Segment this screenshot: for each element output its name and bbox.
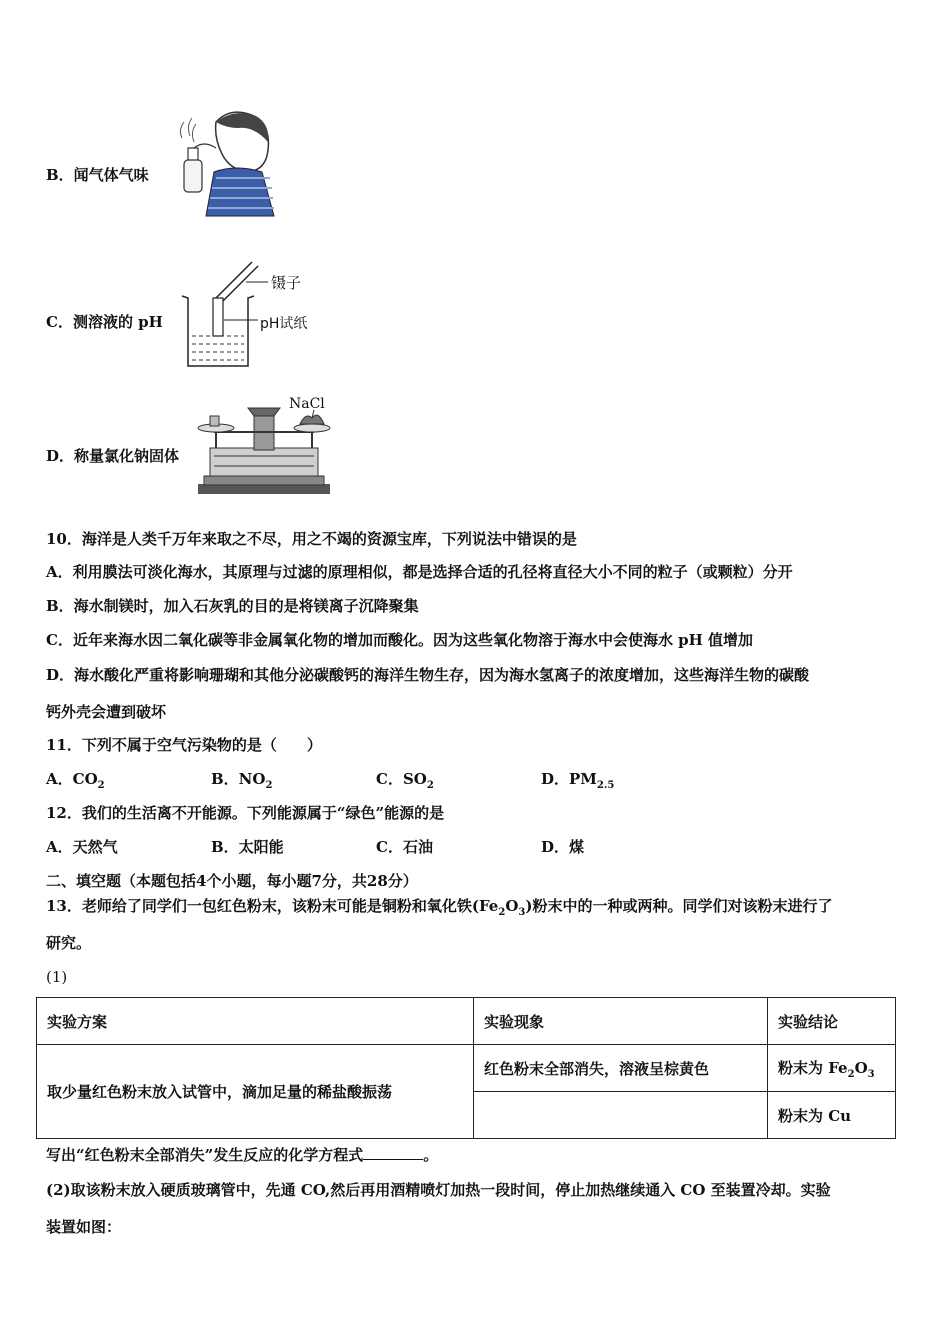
q11-stem: 11．下列不属于空气污染物的是（ ） <box>46 736 322 754</box>
q9-option-d: D．称量氯化钠固体 <box>46 447 180 465</box>
answer-blank[interactable] <box>363 1145 423 1160</box>
table-header-conclusion: 实验结论 <box>768 998 896 1045</box>
table-method-cell: 取少量红色粉末放入试管中，滴加足量的稀盐酸振荡 <box>37 1045 474 1139</box>
balance-figure <box>194 392 334 498</box>
q10-option-a: A．利用膜法可淡化海水，其原理与过滤的原理相似，都是选择合适的孔径将直径大小不同的粒子（或颗粒）分开 <box>46 563 793 581</box>
q12-stem: 12．我们的生活离不开能源。下列能源属于“绿色”能源的是 <box>46 804 445 822</box>
q13-part1-label: (1) <box>46 968 68 986</box>
q11-option-c: C．$SO_2$ <box>376 770 434 791</box>
q11-option-a: A．$CO_2$ <box>46 770 105 791</box>
table-header-method: 实验方案 <box>37 998 474 1045</box>
section-2-heading: 二、填空题（本题包括4个小题，每小题7分，共28分） <box>46 872 418 890</box>
q12-option-a: A．天然气 <box>46 838 118 856</box>
table-phenomenon-2-blank[interactable] <box>474 1092 768 1139</box>
q13-stem-line1: 13．老师给了同学们一包红色粉末，该粉末可能是铜粉和氧化铁$(Fe_2O_3)$粉末中的一种或两种。同学们对该粉末进行了 <box>46 897 833 918</box>
ph-test-figure <box>176 258 316 372</box>
q11-option-d: D．$PM_{2.5}$ <box>541 770 615 791</box>
q10-option-b: B．海水制镁时，加入石灰乳的目的是将镁离子沉降聚集 <box>46 597 419 615</box>
q9-option-c: C．测溶液的 pH <box>46 313 163 331</box>
table-header-phenomenon: 实验现象 <box>474 998 768 1045</box>
q10-option-d-line2: 钙外壳会遭到破坏 <box>46 703 167 721</box>
q12-option-b: B．太阳能 <box>211 838 284 856</box>
ph-paper-label: pH试纸 <box>260 316 308 332</box>
q11-option-b: B．$NO_2$ <box>211 770 273 791</box>
tweezers-label: 镊子 <box>271 274 302 292</box>
table-conclusion-1: 粉末为 $Fe_2O_3$ <box>768 1045 896 1092</box>
smell-gas-figure <box>176 108 280 220</box>
q13-stem-line2: 研究。 <box>46 934 92 952</box>
q9-option-b: B．闻气体气味 <box>46 166 149 184</box>
q10-stem: 10．海洋是人类千万年来取之不尽，用之不竭的资源宝库，下列说法中错误的是 <box>46 530 577 548</box>
q12-option-c: C．石油 <box>376 838 433 856</box>
nacl-label: NaCl <box>289 396 325 412</box>
q13-part2-line2: 装置如图： <box>46 1218 122 1236</box>
q10-option-d-line1: D．海水酸化严重将影响珊瑚和其他分泌碳酸钙的海洋生物生存，因为海水氢离子的浓度增加，这些海洋生物的碳酸 <box>46 666 810 684</box>
q10-option-c: C．近年来海水因二氧化碳等非金属氧化物的增加而酸化。因为这些氧化物溶于海水中会使海水 pH 值增加 <box>46 631 754 649</box>
experiment-table <box>36 997 896 1139</box>
table-phenomenon-1: 红色粉末全部消失，溶液呈棕黄色 <box>474 1045 768 1092</box>
q13-write-equation: 写出“红色粉末全部消失”发生反应的化学方程式 。 <box>46 1146 439 1164</box>
q12-option-d: D．煤 <box>541 838 585 856</box>
table-conclusion-2: 粉末为 Cu <box>768 1092 896 1139</box>
q13-part2-line1: (2)取该粉末放入硬质玻璃管中，先通 CO,然后再用酒精喷灯加热一段时间，停止加热继续通入 CO 至装置冷却。实验 <box>46 1181 831 1199</box>
